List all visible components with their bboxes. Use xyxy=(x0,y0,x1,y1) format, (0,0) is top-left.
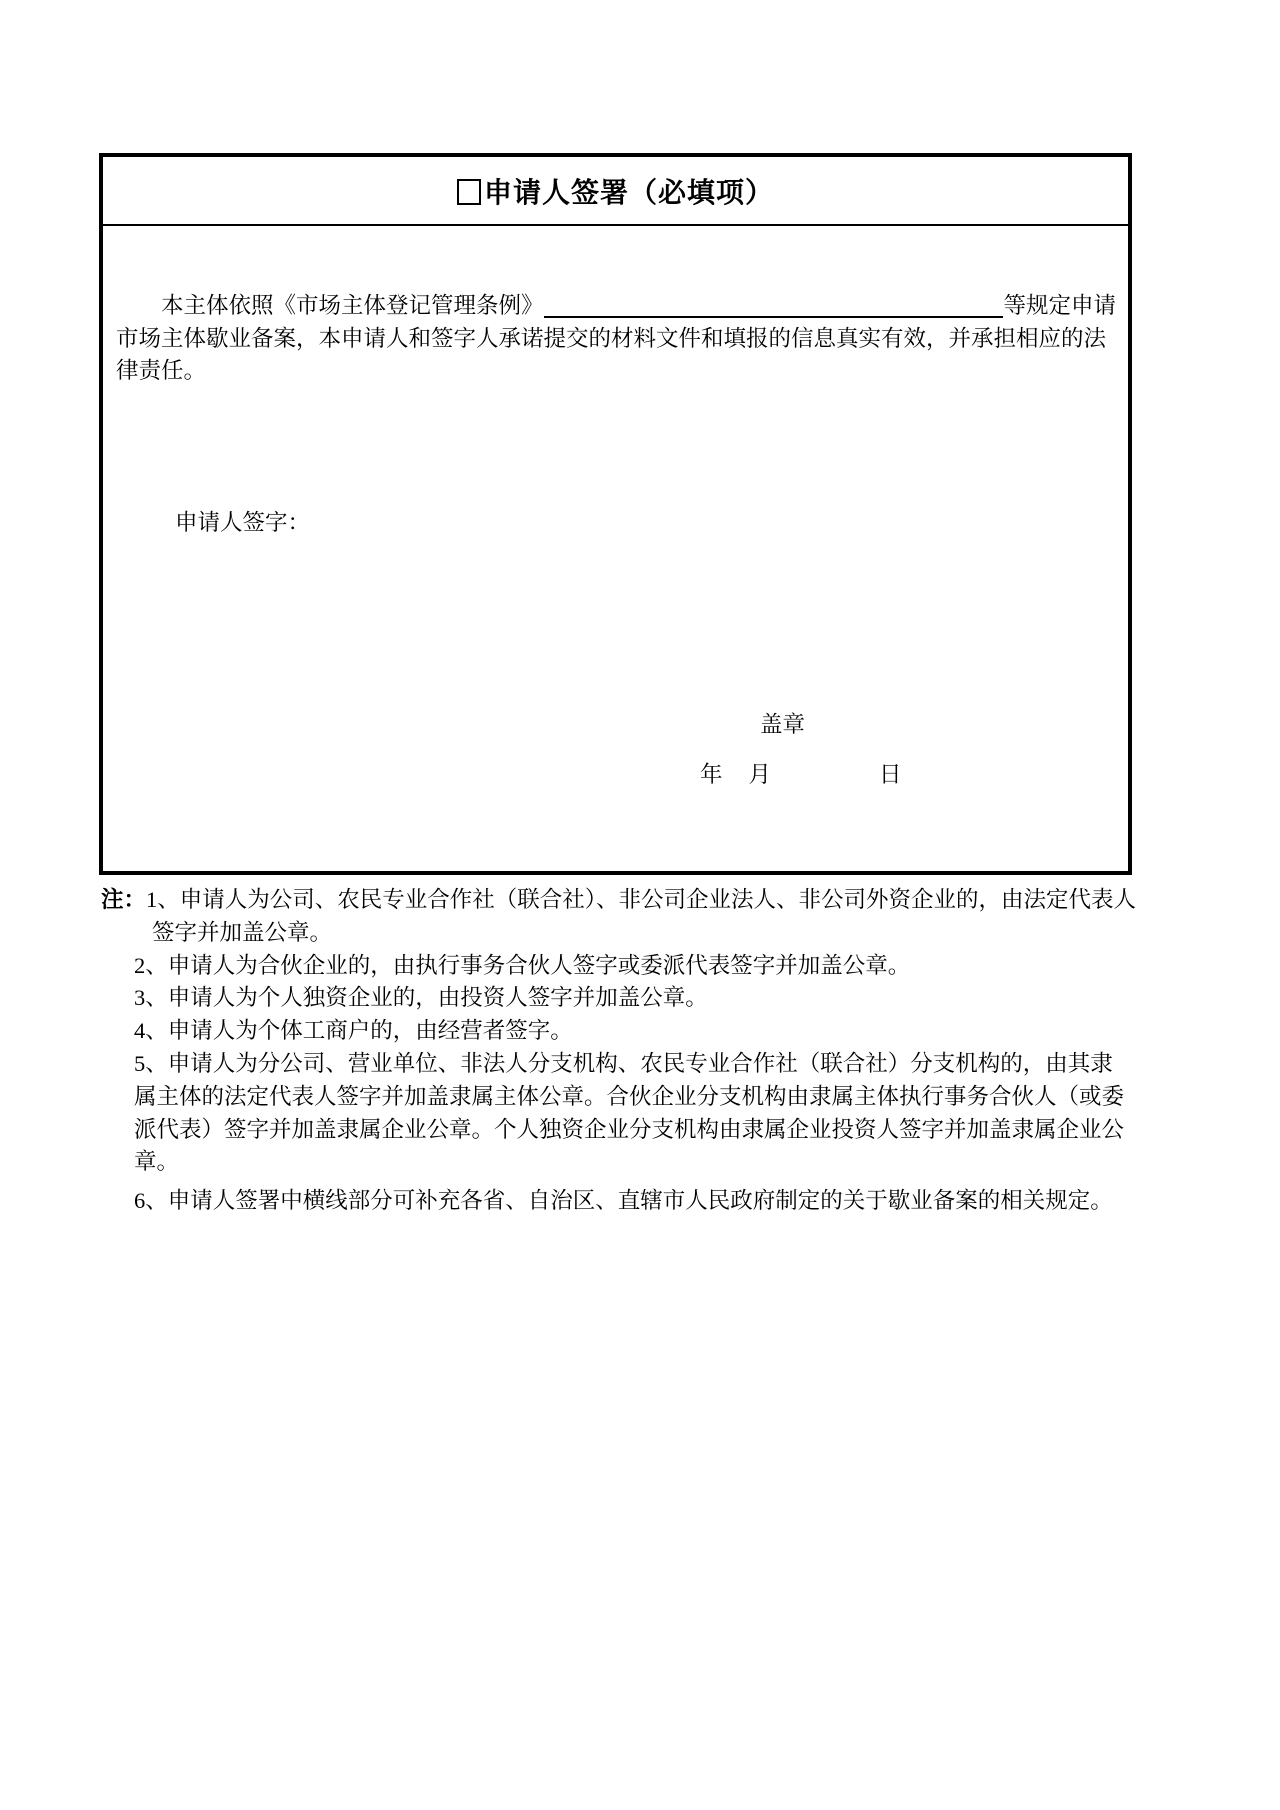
year-label: 年 xyxy=(700,762,723,787)
regulation-blank-field[interactable] xyxy=(544,290,1004,318)
note-text: 1、申请人为公司、农民专业合作社（联合社）、非公司企业法人、非公司外资企业的，由法定代表人 xyxy=(146,887,1137,912)
notes-prefix-label: 注： xyxy=(101,887,147,912)
date-fill-area[interactable] xyxy=(700,759,902,792)
month-label: 月 xyxy=(748,762,772,787)
applicant-signature-section xyxy=(99,153,1132,875)
note-line: 属主体的法定代表人签字并加盖隶属主体公章。合伙企业分支机构由隶属主体执行事务合伙人（或委 xyxy=(134,1083,1125,1109)
checkbox-icon[interactable] xyxy=(457,179,481,205)
note-line: 签字并加盖公章。 xyxy=(152,919,333,945)
note-line: 3、申请人为个人独资企业的，由投资人签字并加盖公章。 xyxy=(134,985,708,1011)
seal-label: 盖章 xyxy=(760,712,806,737)
note-line: 2、申请人为合伙企业的，由执行事务合伙人签字或委派代表签字并加盖公章。 xyxy=(134,952,911,978)
note-line: 4、申请人为个体工商户的，由经营者签字。 xyxy=(134,1018,573,1044)
declaration-paragraph xyxy=(116,290,1116,388)
note-line: 5、申请人为分公司、营业单位、非法人分支机构、农民专业合作社（联合社）分支机构的，由其隶 xyxy=(134,1050,1113,1076)
section-title: 申请人签署（必填项） xyxy=(483,177,774,209)
note-line: 6、申请人签署中横线部分可补充各省、自治区、直辖市人民政府制定的关于歇业备案的相关规定。 xyxy=(134,1188,1113,1214)
day-label: 日 xyxy=(879,762,902,787)
note-line xyxy=(101,884,1186,917)
declaration-suffix: 等规定申请 xyxy=(1003,293,1116,318)
section-body xyxy=(103,226,1128,872)
declaration-line-3: 律责任。 xyxy=(116,358,207,383)
note-line: 章。 xyxy=(134,1149,180,1175)
section-title-row xyxy=(103,157,1128,226)
applicant-signature-label: 申请人签字： xyxy=(175,510,311,535)
notes-section xyxy=(101,884,1186,1218)
note-line: 派代表）签字并加盖隶属企业公章。个人独资企业分支机构由隶属企业投资人签字并加盖隶属企业公 xyxy=(134,1116,1125,1142)
declaration-line-1 xyxy=(116,290,1116,323)
declaration-line-2: 市场主体歇业备案，本申请人和签字人承诺提交的材料文件和填报的信息真实有效，并承担相应的法 xyxy=(116,325,1107,351)
declaration-prefix: 本主体依照《市场主体登记管理条例》 xyxy=(161,293,544,318)
